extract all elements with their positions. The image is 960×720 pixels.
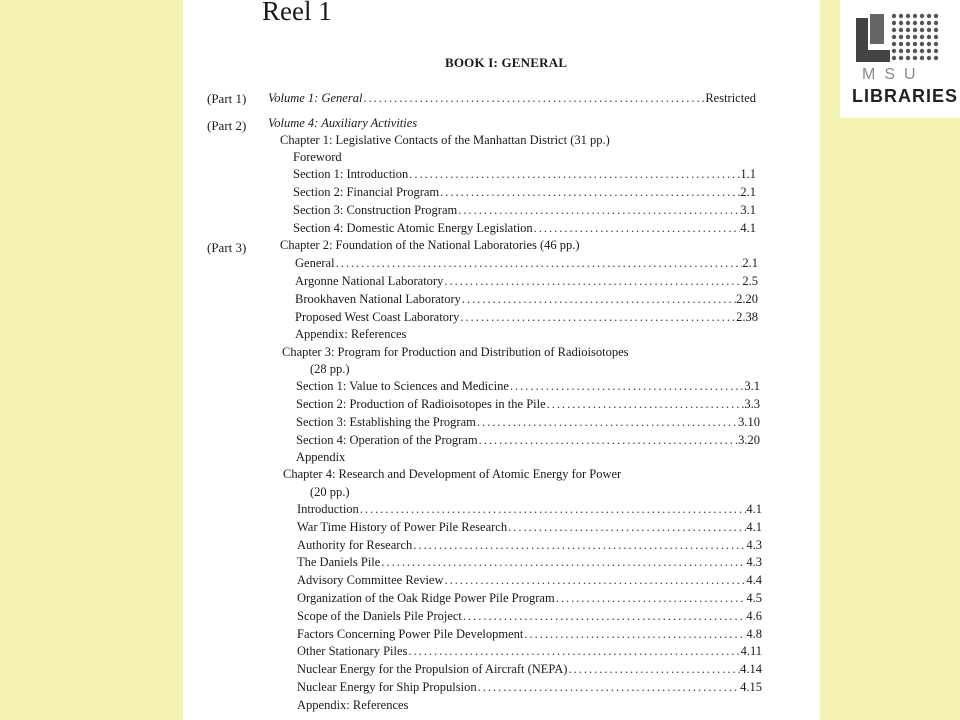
dot-leader [359,501,747,518]
toc-entry-title: The Daniels Pile [297,555,381,570]
dot-leader [412,537,746,554]
part-1-label: (Part 1) [207,91,247,106]
toc-entry-title: War Time History of Power Pile Research [297,519,508,534]
chapter-3-title: Chapter 3: Program for Production and Distribution of Radioisotopes [282,345,629,359]
toc-entry-title: Section 1: Introduction [293,167,409,181]
part-2-label: (Part 2) [207,118,247,133]
toc-entry-title: Nuclear Energy for the Propulsion of Aircraft (NEPA) [297,662,568,677]
toc-entry-title: Brookhaven National Laboratory [295,292,461,306]
dot-leader [507,519,746,536]
dot-leader [408,166,740,183]
toc-entry-title: Scope of the Daniels Pile Project [297,608,462,623]
toc-entry-title: Section 2: Production of Radioisotopes in the Pile [296,397,546,411]
toc-entry-page: 4.1 [746,519,762,534]
toc-entry-page: 3.1 [740,203,756,217]
toc-entry [296,414,760,431]
dot-leader [459,309,736,326]
logo-libraries-text: LIBRARIES [852,86,959,106]
dot-leader [478,432,739,449]
toc-entry-title: Introduction [297,502,359,516]
toc-entry-page: 3.1 [744,379,760,393]
chapter-4-title: Chapter 4: Research and Development of Atomic Energy for Power [283,467,622,481]
dot-leader [439,184,740,201]
part-3-label: (Part 3) [207,240,247,255]
toc-entry-title: Section 3: Establishing the Program [296,415,476,429]
book-title: BOOK I: GENERAL [445,55,568,70]
toc-entry-page: 1.1 [740,167,756,181]
toc-entry [295,255,758,272]
toc-entry-page: 4.15 [740,680,762,694]
toc-entry-page: 2.1 [742,256,758,270]
toc-entry [293,202,756,219]
dot-leader [567,661,740,678]
toc-entry [297,519,762,536]
volume-1-entry [268,90,756,107]
toc-entry-title: Section 3: Construction Program [293,203,458,217]
toc-entry-title: Argonne National Laboratory [295,274,444,288]
chapter-4-pages: (20 pp.) [310,485,350,499]
toc-entry [297,661,762,678]
toc-entry-page: 2.20 [736,292,758,306]
toc-entry [297,626,762,643]
toc-entry-title: Section 1: Value to Sciences and Medicine [296,379,509,393]
chapter-1-foreword: Foreword [293,150,342,164]
toc-entry [295,291,758,308]
toc-entry [293,220,756,237]
msu-libraries-logo [840,0,960,118]
chapter-4-appendix: Appendix: References [297,698,409,712]
toc-entry-title: Section 4: Operation of the Program [296,433,478,447]
chapter-3-pages: (28 pp.) [310,362,350,376]
reel-title: Reel 1 [262,0,332,26]
toc-entry-page: 2.5 [742,274,758,288]
toc-entry [297,643,762,660]
toc-entry-page: 4.8 [746,626,762,641]
logo-msu-text: MSU [862,66,925,83]
toc-entry-title: Authority for Research [297,537,413,552]
dot-leader [533,220,741,237]
dot-leader [523,626,746,643]
volume-1-title: Volume 1: General [268,91,363,105]
toc-entry-title: Other Stationary Piles [297,644,408,659]
dot-leader [509,378,744,395]
dot-leader [546,396,745,413]
toc-entry-page: 2.38 [736,310,758,324]
toc-entry-title: Nuclear Energy for Ship Propulsion [297,680,477,694]
dot-leader [380,554,746,571]
toc-entry-page: 3.3 [744,397,760,411]
toc-entry [297,537,762,554]
toc-entry-title: Factors Concerning Power Pile Development [297,626,524,641]
toc-entry [297,608,762,625]
toc-entry-title: Proposed West Coast Laboratory [295,310,460,324]
toc-entry-page: 4.6 [746,608,762,623]
toc-entry-page: 4.14 [740,662,762,677]
toc-entry-page: 4.3 [746,555,762,570]
dot-leader [335,255,743,272]
msu-libraries-logo-icon [854,10,946,66]
toc-entry-page: 4.1 [740,221,756,235]
toc-entry-page: 2.1 [740,185,756,199]
chapter-1-title: Chapter 1: Legislative Contacts of the Manhattan District (31 pp.) [280,133,610,147]
toc-entry [295,309,758,326]
dot-leader [444,572,747,589]
toc-entry [297,679,762,696]
toc-entry-title: Section 4: Domestic Atomic Energy Legislation [293,221,533,235]
dot-leader [555,590,747,607]
toc-entry-page: 3.20 [738,433,760,447]
toc-entry [297,572,762,589]
toc-entry [293,184,756,201]
toc-entry [297,501,762,518]
toc-entry-page: 4.4 [746,573,762,588]
toc-entry [296,378,760,395]
toc-entry-page: 4.5 [746,591,762,605]
toc-entry [297,590,762,607]
toc-entry-title: Section 2: Financial Program [293,185,440,199]
chapter-2-title: Chapter 2: Foundation of the National Laboratories (46 pp.) [280,238,580,252]
toc-entry [296,396,760,413]
dot-leader [462,608,746,625]
dot-leader [407,643,740,660]
dot-leader [476,414,738,431]
toc-entry [293,166,756,183]
toc-entry-title: Advisory Committee Review [297,573,444,588]
toc-entry-page: 4.11 [740,644,762,659]
dot-leader [461,291,736,308]
chapter-2-appendix: Appendix: References [295,327,407,341]
chapter-3-appendix: Appendix [296,450,346,464]
dot-leader [457,202,740,219]
volume-1-page: Restricted [705,91,756,105]
dot-leader [443,273,742,290]
toc-entry-page: 3.10 [738,415,760,429]
toc-entry [297,554,762,571]
dot-leader [362,90,705,107]
dot-leader [477,679,741,696]
document-page [183,0,820,720]
toc-entry-page: 4.3 [746,537,762,552]
toc-entry-title: Organization of the Oak Ridge Power Pile Program [297,591,555,605]
toc-entry-title: General [295,256,335,270]
toc-entry-page: 4.1 [746,502,762,516]
volume-4-title: Volume 4: Auxiliary Activities [268,116,418,130]
toc-entry [296,432,760,449]
toc-entry [295,273,758,290]
